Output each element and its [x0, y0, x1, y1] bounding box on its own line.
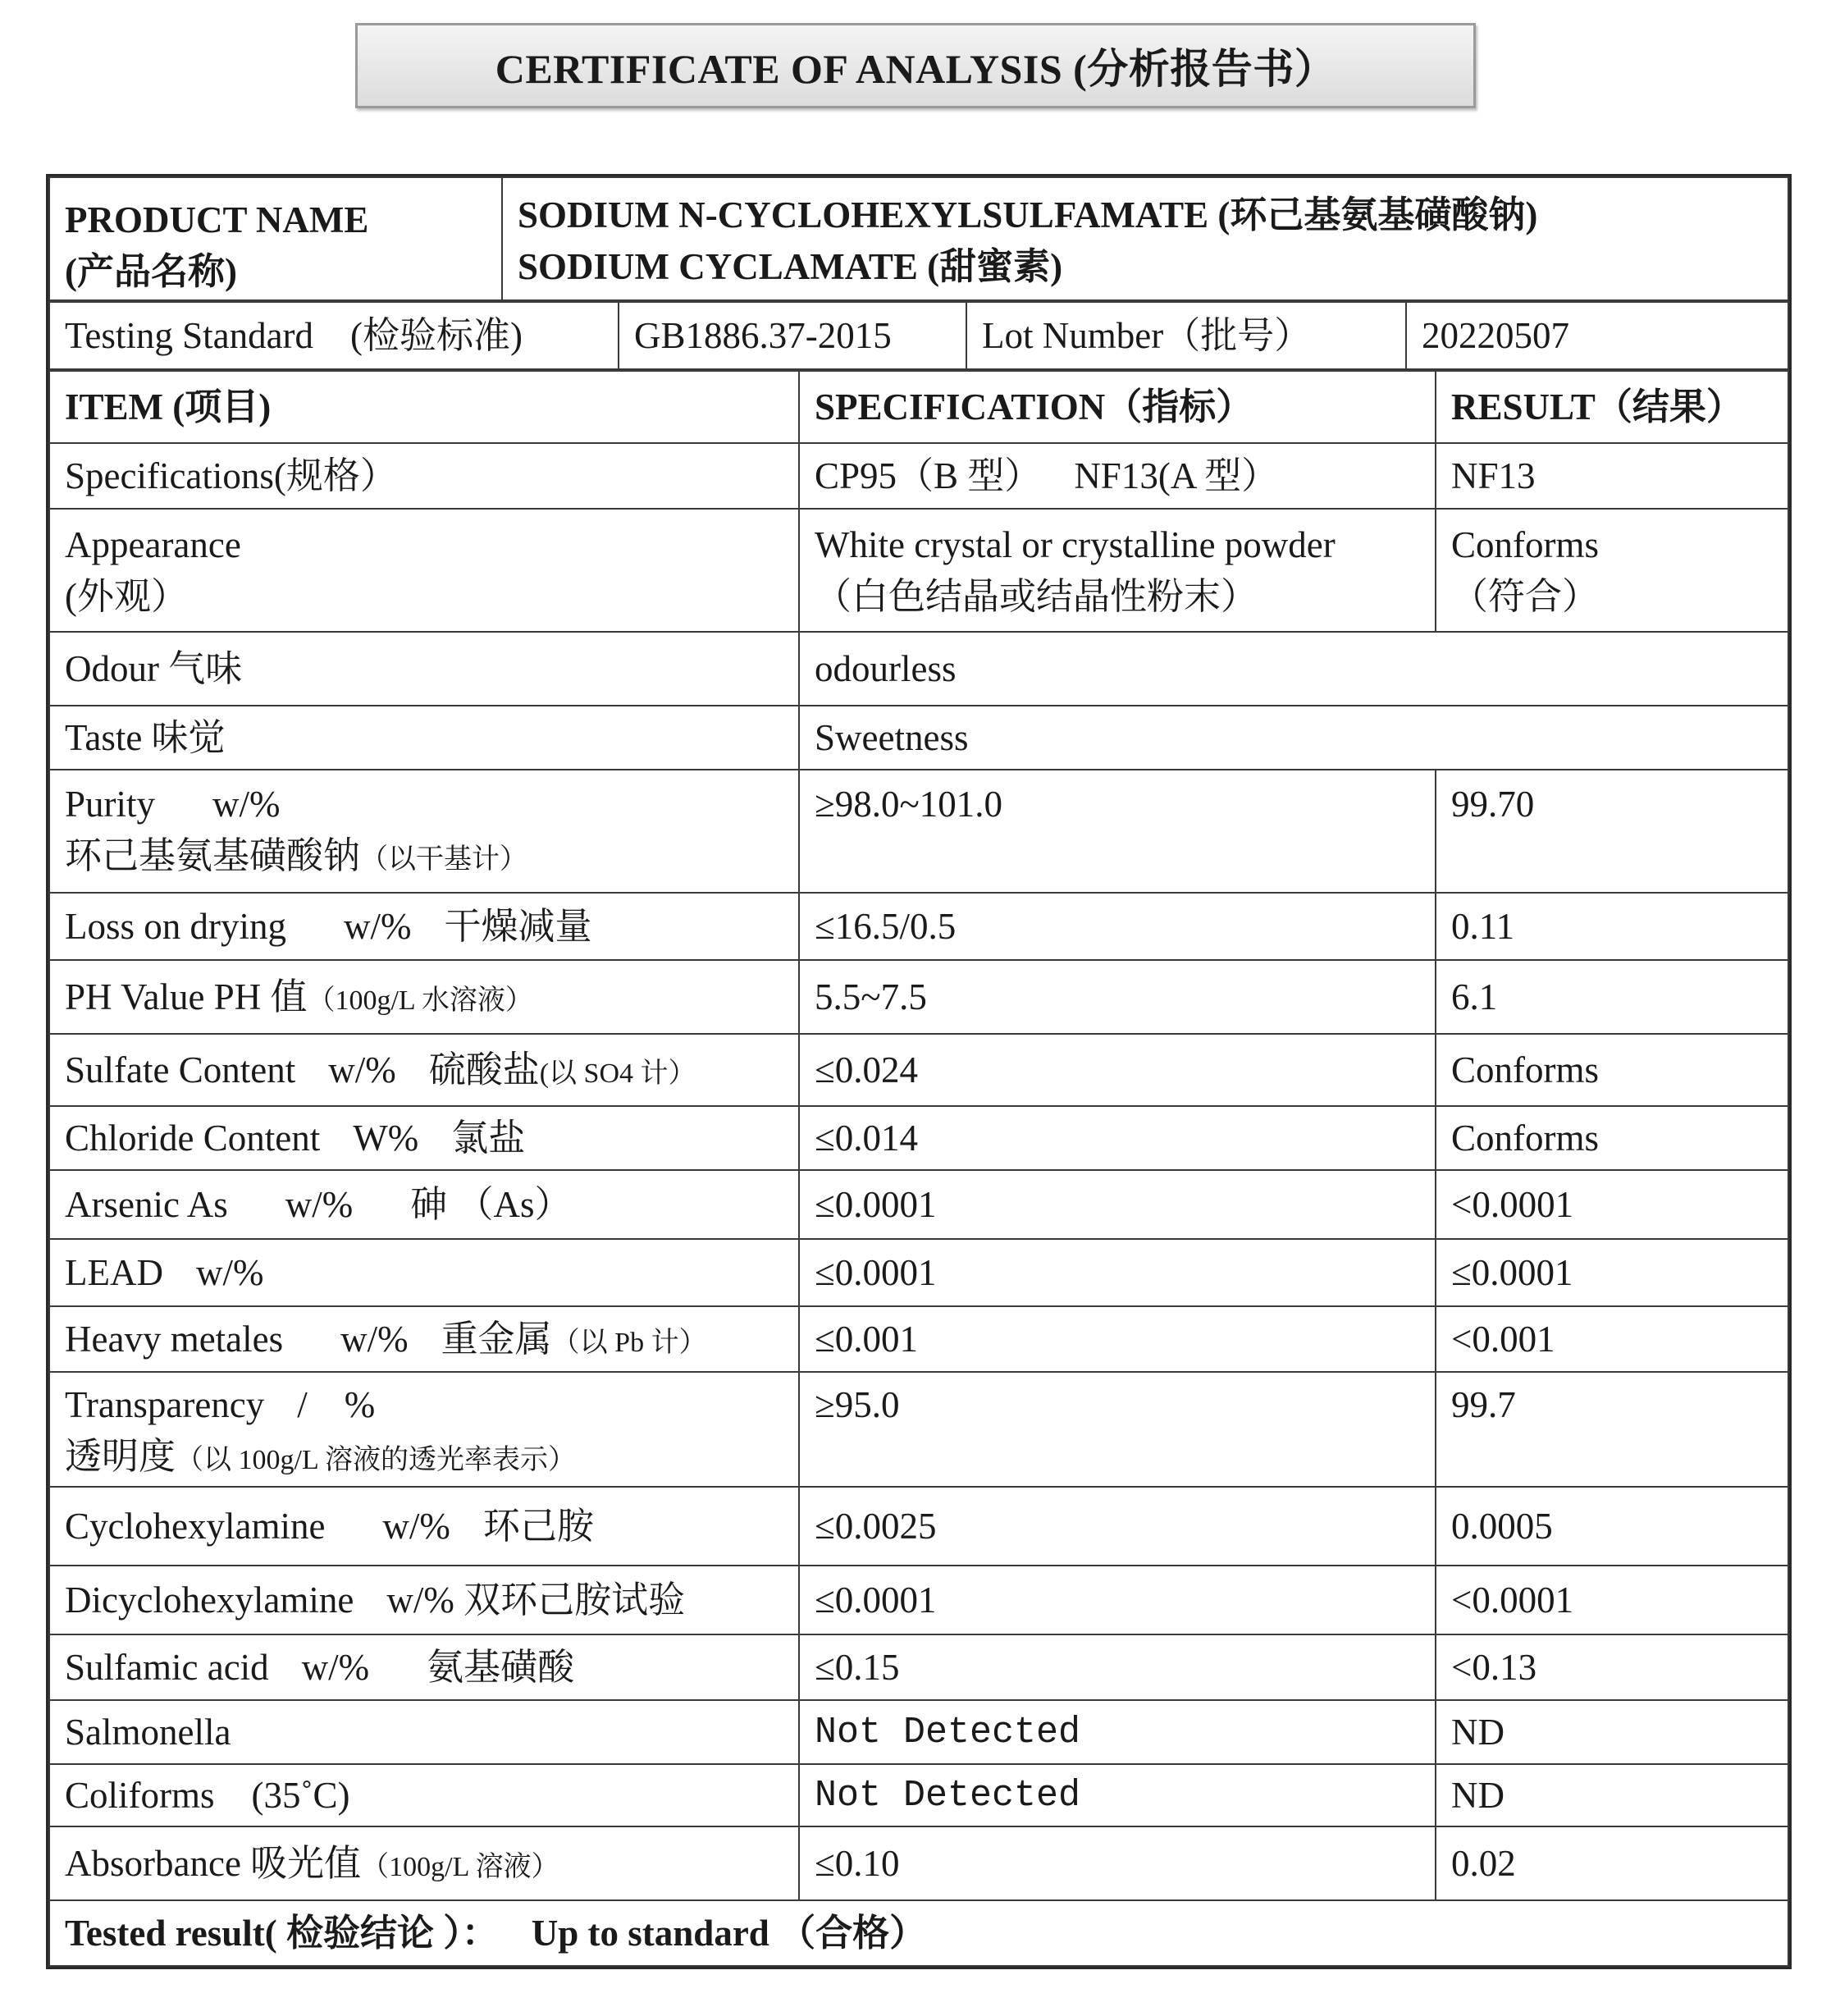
header-specification: SPECIFICATION（指标）	[799, 371, 1436, 443]
item-line-2	[65, 830, 783, 882]
spec-cell: ≤0.0025	[799, 1487, 1436, 1566]
item-note: （以 100g/L 溶液的透光率表示）	[176, 1445, 576, 1475]
table-row	[49, 960, 1788, 1034]
table-row	[49, 1306, 1788, 1372]
lot-number-label: Lot Number（批号）	[966, 302, 1406, 369]
conclusion-value: Up to standard （合格）	[531, 1912, 927, 1954]
product-name-line-1: SODIUM N-CYCLOHEXYLSULFAMATE (环己基氨基磺酸钠)	[518, 194, 1538, 235]
item-text: PH Value PH 值	[65, 976, 308, 1017]
item-cell	[49, 1306, 799, 1372]
spec-cell: ≤0.15	[799, 1634, 1436, 1700]
item-unit: w/%	[344, 905, 412, 947]
item-cell	[49, 1239, 799, 1306]
table-row	[49, 770, 1788, 893]
item-note: (以 SO4 计）	[539, 1058, 696, 1089]
spec-cell: Not Detected	[799, 1700, 1436, 1764]
table-row	[49, 632, 1788, 706]
item-unit: w/%	[386, 1579, 454, 1621]
certificate-title: CERTIFICATE OF ANALYSIS (分析报告书）	[495, 46, 1336, 92]
item-unit: w/%	[195, 1251, 264, 1293]
result-cell: 99.7	[1436, 1372, 1788, 1487]
result-cell: 0.11	[1436, 893, 1788, 960]
testing-standard-label: Testing Standard (检验标准)	[49, 302, 619, 369]
spec-cell: ≤0.0001	[799, 1170, 1436, 1239]
item-text: Dicyclohexylamine	[65, 1579, 354, 1621]
spec-cell: 5.5~7.5	[799, 960, 1436, 1034]
item-unit: w/%	[212, 784, 281, 825]
result-cell: <0.0001	[1436, 1170, 1788, 1239]
result-cell: 6.1	[1436, 960, 1788, 1034]
item-cell	[49, 1106, 799, 1170]
item-cell	[49, 1487, 799, 1566]
product-name-label-en: PRODUCT NAME	[65, 199, 369, 240]
certificate-table	[46, 174, 1792, 1969]
item-text: Chloride Content	[65, 1117, 321, 1159]
table-row	[49, 1566, 1788, 1634]
item-note: （100g/L 水溶液）	[307, 985, 533, 1016]
testing-standard-value: GB1886.37-2015	[619, 302, 966, 369]
item-unit: w/%	[382, 1505, 450, 1547]
result-cell: ND	[1436, 1764, 1788, 1826]
item-unit: W%	[353, 1117, 419, 1159]
item-cell: Coliforms (35˚C)	[49, 1764, 799, 1826]
result-cell: 0.0005	[1436, 1487, 1788, 1566]
item-unit: w/%	[301, 1646, 370, 1688]
result-cell: Conforms	[1436, 1034, 1788, 1106]
item-cell	[49, 1634, 799, 1700]
table-row	[49, 893, 1788, 960]
item-cell	[49, 960, 799, 1034]
item-cn: 氯盐	[451, 1117, 526, 1159]
item-note: （以干基计）	[360, 844, 528, 875]
lot-number-value: 20220507	[1406, 302, 1788, 369]
spec-cell: ≤0.014	[799, 1106, 1436, 1170]
spec-cp95: CP95（B 型）	[815, 455, 1042, 496]
table-row	[49, 1239, 1788, 1306]
item-cn: 干燥减量	[444, 905, 592, 947]
table-row	[49, 706, 1788, 770]
item-cn: 双环己胺试验	[463, 1579, 686, 1621]
result-cell: <0.13	[1436, 1634, 1788, 1700]
header-item: ITEM (项目)	[49, 371, 799, 443]
spec-cell: ≤0.0001	[799, 1239, 1436, 1306]
item-text: LEAD	[65, 1251, 163, 1293]
item-cell	[49, 1034, 799, 1106]
item-line-2	[65, 1431, 783, 1483]
item-text: Arsenic As	[65, 1183, 228, 1225]
item-cn: 环己基氨基磺酸钠	[65, 835, 361, 876]
product-name-value	[502, 177, 1788, 300]
item-cell: Odour 气味	[49, 632, 799, 706]
spec-cell: ≤0.001	[799, 1306, 1436, 1372]
table-row	[49, 1826, 1788, 1900]
spec-cell: ≤16.5/0.5	[799, 893, 1436, 960]
item-line-1	[65, 1379, 783, 1431]
result-cell: <0.001	[1436, 1306, 1788, 1372]
product-name-row	[49, 177, 1788, 300]
product-name-line-2: SODIUM CYCLAMATE (甜蜜素)	[518, 246, 1063, 287]
item-cell	[49, 1566, 799, 1634]
result-cell: ≤0.0001	[1436, 1239, 1788, 1306]
item-line-1: Appearance	[65, 524, 241, 565]
conclusion-label: Tested result( 检验结论 ）：	[65, 1912, 499, 1954]
item-cell	[49, 1826, 799, 1900]
conclusion-row	[49, 1900, 1788, 1966]
spec-cell: ≥98.0~101.0	[799, 770, 1436, 893]
product-name-label-cn: (产品名称)	[65, 251, 237, 292]
item-cn: 砷 （As）	[410, 1183, 572, 1225]
item-text: Loss on drying	[65, 905, 286, 947]
result-cell	[1436, 509, 1788, 632]
item-text: Sulfamic acid	[65, 1646, 269, 1688]
table-row	[49, 1764, 1788, 1826]
table-row	[49, 1372, 1788, 1487]
table-row	[49, 1034, 1788, 1106]
spec-cell: ≤0.0001	[799, 1566, 1436, 1634]
item-cn: 透明度	[65, 1436, 176, 1477]
product-name-table	[48, 176, 1789, 301]
item-text: Sulfate Content	[65, 1049, 296, 1090]
table-row	[49, 1170, 1788, 1239]
table-row	[49, 1700, 1788, 1764]
result-cell: 99.70	[1436, 770, 1788, 893]
spec-nf13: NF13(A 型）	[1074, 455, 1279, 496]
spec-cell	[799, 443, 1436, 509]
item-cell	[49, 893, 799, 960]
table-row	[49, 443, 1788, 509]
result-line-1: Conforms	[1451, 524, 1599, 565]
item-text: Purity	[65, 784, 156, 825]
item-text: Heavy metales	[65, 1318, 284, 1360]
item-cell	[49, 1170, 799, 1239]
standard-row	[49, 302, 1788, 369]
item-line-1	[65, 779, 783, 830]
result-cell: 0.02	[1436, 1826, 1788, 1900]
item-text: Cyclohexylamine	[65, 1505, 326, 1547]
result-cell: <0.0001	[1436, 1566, 1788, 1634]
item-cn: 重金属	[441, 1318, 552, 1360]
product-name-label	[49, 177, 502, 300]
item-unit: w/%	[328, 1049, 396, 1090]
result-cell: NF13	[1436, 443, 1788, 509]
header-result: RESULT（结果）	[1436, 371, 1788, 443]
item-note: （以 Pb 计）	[551, 1327, 707, 1358]
standard-table	[48, 301, 1789, 370]
item-cell: Specifications(规格）	[49, 443, 799, 509]
item-text: Absorbance 吸光值	[65, 1842, 362, 1884]
spec-cell: ≥95.0	[799, 1372, 1436, 1487]
spec-cell: ≤0.024	[799, 1034, 1436, 1106]
item-line-2: (外观）	[65, 576, 188, 617]
item-unit: w/%	[285, 1183, 354, 1225]
item-unit: w/%	[340, 1318, 409, 1360]
spec-line-2: （白色结晶或结晶性粉末）	[815, 576, 1258, 617]
table-row	[49, 509, 1788, 632]
result-line-2: （符合）	[1451, 576, 1600, 617]
spec-cell: Sweetness	[799, 706, 1788, 770]
item-cell	[49, 509, 799, 632]
item-unit: / %	[297, 1384, 376, 1425]
header-row	[49, 371, 1788, 443]
spec-cell	[799, 509, 1436, 632]
spec-line-1: White crystal or crystalline powder	[815, 524, 1336, 565]
item-cn: 硫酸盐	[428, 1049, 540, 1090]
item-note: （100g/L 溶液）	[361, 1851, 559, 1882]
item-cn: 氨基磺酸	[427, 1646, 575, 1688]
item-cell: Salmonella	[49, 1700, 799, 1764]
item-cn: 环己胺	[482, 1505, 594, 1547]
item-cell	[49, 1372, 799, 1487]
table-row	[49, 1487, 1788, 1566]
item-text: Transparency	[65, 1384, 265, 1425]
item-cell: Taste 味觉	[49, 706, 799, 770]
spec-cell: ≤0.10	[799, 1826, 1436, 1900]
item-cell	[49, 770, 799, 893]
certificate-title-box	[355, 23, 1476, 108]
conclusion-cell	[49, 1900, 1788, 1966]
spec-cell: Not Detected	[799, 1764, 1436, 1826]
result-cell: ND	[1436, 1700, 1788, 1764]
result-cell: Conforms	[1436, 1106, 1788, 1170]
items-table	[48, 370, 1789, 1967]
spec-cell: odourless	[799, 632, 1788, 706]
table-row	[49, 1106, 1788, 1170]
table-row	[49, 1634, 1788, 1700]
